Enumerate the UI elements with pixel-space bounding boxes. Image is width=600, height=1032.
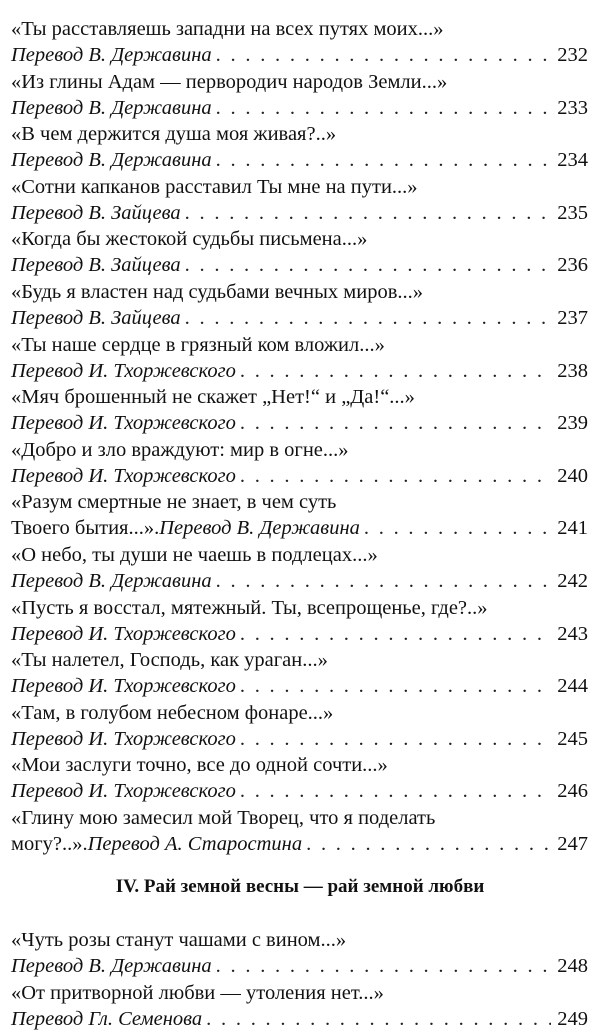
entry-translator: Перевод В. Державина <box>11 149 212 172</box>
dot-leader <box>206 1006 551 1032</box>
entry-title: «Мои заслуги точно, все до одной сочти...» <box>11 754 388 777</box>
entry-translator-line <box>11 358 588 384</box>
entry-translator: Перевод И. Тхоржевского <box>11 675 236 698</box>
entry-translator-line <box>11 831 588 857</box>
entry-translator-line <box>11 953 588 979</box>
entry-translator: Перевод И. Тхоржевского <box>11 622 236 645</box>
entry-page-number: 236 <box>557 254 588 277</box>
entry-title: «В чем держится душа моя живая?..» <box>11 123 337 146</box>
dot-leader <box>364 515 551 541</box>
entry-title: «Когда бы жестокой судьбы письмена...» <box>11 228 368 251</box>
entry-title: «О небо, ты души не чаешь в подлецах...» <box>11 544 378 566</box>
entry-page-number: 246 <box>557 780 588 803</box>
entry-translator-line <box>11 726 588 752</box>
entry-title: «Ты расставляешь западни на всех путях моих...» <box>11 18 444 40</box>
entry-title: «Добро и зло враждуют: мир в огне...» <box>11 438 349 461</box>
entry-translator-line <box>11 1006 588 1032</box>
entry-translator-line <box>11 515 588 541</box>
entry-title: «Будь я властен над судьбами вечных миров...» <box>11 281 424 303</box>
entry-title: «Там, в голубом небесном фонаре...» <box>11 701 334 724</box>
entry-page-number: 248 <box>557 955 588 977</box>
entry-page-number: 235 <box>557 201 588 224</box>
entry-translator: Перевод В. Державина <box>11 955 212 977</box>
entry-translator: Перевод Гл. Семенова <box>11 1007 203 1030</box>
entry-translator-line <box>11 147 588 173</box>
entry-page-number: 240 <box>557 464 588 487</box>
entry-title: «Чуть розы станут чашами с вином...» <box>11 929 347 951</box>
dot-leader <box>216 568 552 594</box>
entry-title: «Глину мою замесил мой Творец, что я поделать <box>11 807 436 829</box>
entry-page-number: 241 <box>557 517 588 540</box>
entry-translator: Перевод И. Тхоржевского <box>11 359 236 382</box>
entry-translator: Перевод И. Тхоржевского <box>11 727 236 750</box>
dot-leader <box>216 953 552 979</box>
entry-title-continuation: могу?..». <box>11 833 88 855</box>
dot-leader <box>216 95 552 121</box>
dot-leader <box>240 463 551 489</box>
dot-leader <box>306 831 551 857</box>
entry-page-number: 244 <box>557 675 588 698</box>
entry-translator-line <box>11 305 588 331</box>
entry-translator: Перевод И. Тхоржевского <box>11 464 236 487</box>
entry-page-number: 247 <box>557 833 588 855</box>
entry-page-number: 232 <box>557 44 588 66</box>
dot-leader <box>240 358 551 384</box>
entry-translator: Перевод И. Тхоржевского <box>11 780 236 803</box>
entry-translator: Перевод В. Державина <box>11 44 212 66</box>
entry-translator-line <box>11 200 588 226</box>
entry-translator-line <box>11 252 588 278</box>
entry-translator: Перевод В. Державина <box>11 96 212 119</box>
entry-translator-line <box>11 463 588 489</box>
entry-page-number: 245 <box>557 727 588 750</box>
entry-page-number: 243 <box>557 622 588 645</box>
entry-title-continuation: Твоего бытия...». <box>11 517 160 540</box>
entry-page-number: 242 <box>557 570 588 592</box>
entry-translator-line <box>11 673 588 699</box>
entry-title: «Ты налетел, Господь, как ураган...» <box>11 649 328 672</box>
dot-leader <box>185 200 552 226</box>
dot-leader <box>216 42 552 68</box>
entry-translator-line <box>11 778 588 804</box>
entry-translator-line <box>11 410 588 436</box>
entry-title: «Разум смертные не знает, в чем суть <box>11 491 337 514</box>
entry-title: «Сотни капканов расставил Ты мне на пути...» <box>11 175 418 198</box>
dot-leader <box>185 305 552 331</box>
entry-page-number: 238 <box>557 359 588 382</box>
dot-leader <box>216 147 552 173</box>
dot-leader <box>185 252 552 278</box>
entry-translator: Перевод А. Старостина <box>87 833 303 855</box>
dot-leader <box>240 726 551 752</box>
entry-translator: Перевод И. Тхоржевского <box>11 412 236 435</box>
entry-title: «Из глины Адам — первородич народов Земли...» <box>11 70 448 93</box>
entry-page-number: 249 <box>557 1007 588 1030</box>
entry-title: «От притворной любви — утоления нет...» <box>11 981 384 1004</box>
entry-translator: Перевод В. Зайцева <box>11 254 181 277</box>
entry-page-number: 234 <box>557 149 588 172</box>
entry-translator-line <box>11 95 588 121</box>
entry-translator: Перевод В. Державина <box>159 517 360 540</box>
entry-title: «Ты наше сердце в грязный ком вложил...» <box>11 333 385 356</box>
section-heading: IV. Рай земной весны — рай земной любви <box>115 876 485 897</box>
entry-page-number: 239 <box>557 412 588 435</box>
dot-leader <box>240 778 551 804</box>
entry-translator-line <box>11 621 588 647</box>
dot-leader <box>240 621 551 647</box>
entry-translator: Перевод В. Зайцева <box>11 201 181 224</box>
entry-title: «Мяч брошенный не скажет „Нет!“ и „Да!“...» <box>11 386 415 409</box>
entry-translator-line <box>11 568 588 594</box>
dot-leader <box>240 410 551 436</box>
entry-translator: Перевод В. Зайцева <box>11 307 181 329</box>
entry-page-number: 233 <box>557 96 588 119</box>
entry-translator: Перевод В. Державина <box>11 570 212 592</box>
entry-translator-line <box>11 42 588 68</box>
entry-page-number: 237 <box>557 307 588 329</box>
dot-leader <box>240 673 551 699</box>
entry-title: «Пусть я восстал, мятежный. Ты, всепрощенье, где?..» <box>11 596 488 619</box>
